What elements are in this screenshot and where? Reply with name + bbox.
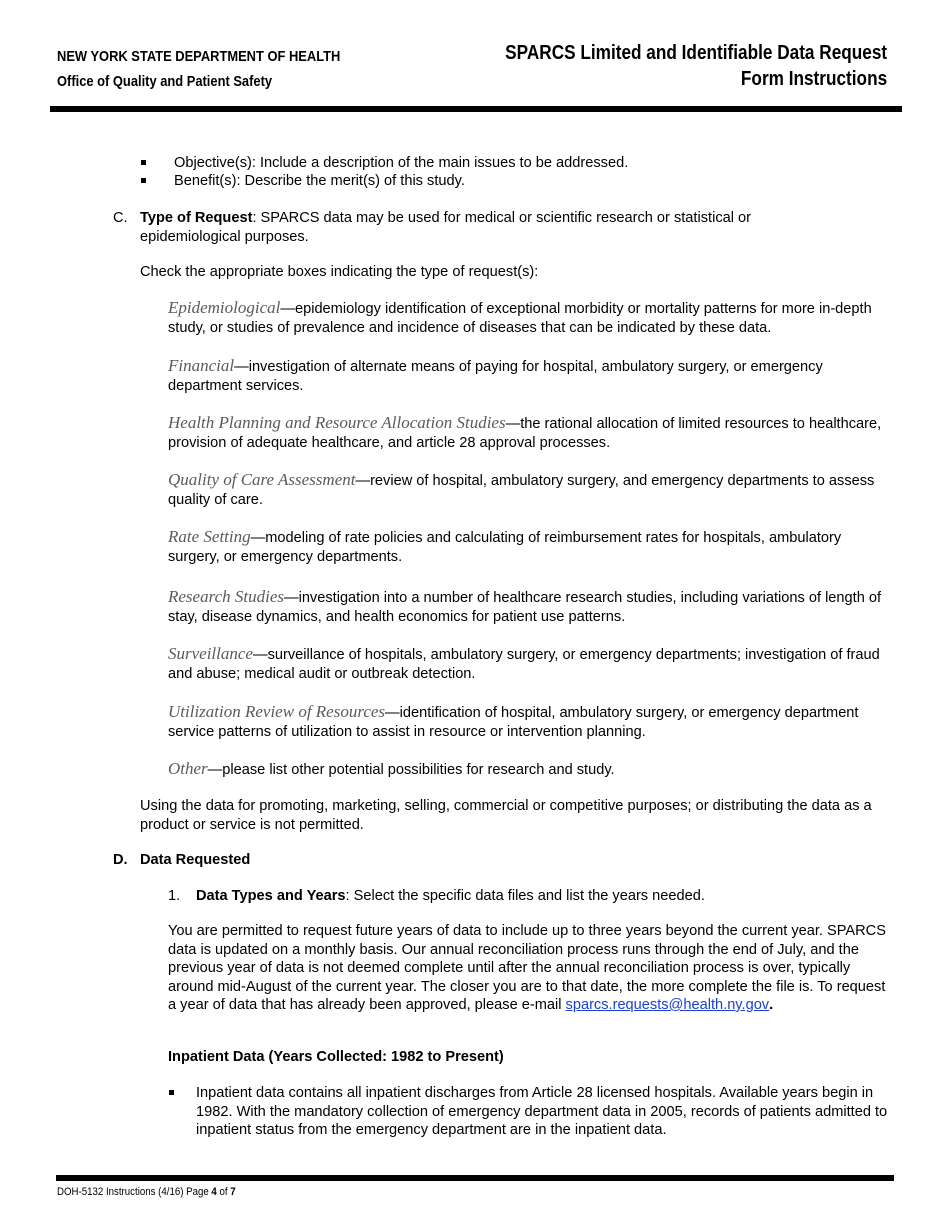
- type-desc: —surveillance of hospitals, ambulatory surgery, or emergency departments; investigation of fraud and abuse; medical audit or outbreak detection.: [168, 647, 880, 682]
- type-term: Quality of Care Assessment: [168, 470, 356, 489]
- type-financial: [168, 357, 893, 395]
- footer-of: of: [216, 1186, 231, 1198]
- type-desc: —epidemiology identification of exceptional morbidity or mortality patterns for more in-depth study, or studies of prevalence and incidence of diseases that can be indicated by these data.: [168, 301, 872, 336]
- type-desc: —please list other potential possibilities for research and study.: [207, 762, 615, 778]
- footer-page-number: 4: [211, 1186, 217, 1198]
- type-desc: —review of hospital, ambulatory surgery, and emergency departments to assess quality of care.: [168, 473, 875, 508]
- section-c-intro-text: : SPARCS data may be used for medical or scientific research or statistical or epidemiological purposes.: [140, 210, 751, 245]
- section-d-title: Data Requested: [140, 852, 251, 868]
- bullet-marker: [141, 160, 146, 165]
- paragraph-text: You are permitted to request future years of data to include up to three years beyond the current year. SPARCS data is updated on a monthly basis. Our annual reconciliation process runs through the end of July, and the previous year of data is not deemed complete until after the annual reconciliation process is over, typically around mid-August of the current year. The closer you are to that date, the more complete the file is. To request a year of data that has already been approved, please e-mail: [168, 923, 886, 1013]
- type-term: Financial: [168, 356, 235, 375]
- type-desc: —identification of hospital, ambulatory surgery, or emergency department service patterns of utilization to assist in resource or intervention planning.: [168, 705, 859, 740]
- footer-page-info: [57, 1186, 236, 1198]
- type-desc: —modeling of rate policies and calculating of reimbursement rates for hospitals, ambulatory surgery, or emergency departments.: [168, 530, 842, 565]
- footer-rule: [56, 1175, 894, 1181]
- type-health-planning: [168, 414, 893, 452]
- item-number: 1.: [168, 888, 181, 904]
- type-term: Epidemiological: [168, 298, 281, 317]
- type-epidemiological: [168, 299, 893, 337]
- org-office: Office of Quality and Patient Safety: [57, 73, 273, 90]
- bullet-objectives: Objective(s): Include a description of the main issues to be addressed.: [174, 155, 629, 171]
- type-surveillance: [168, 645, 893, 683]
- type-quality-of-care: [168, 471, 893, 509]
- section-d-letter: D.: [113, 852, 128, 868]
- type-term: Health Planning and Resource Allocation Studies: [168, 413, 506, 432]
- inpatient-heading: Inpatient Data (Years Collected: 1982 to Present): [168, 1049, 504, 1065]
- type-utilization-review: [168, 703, 893, 741]
- footer-page-total: 7: [230, 1186, 236, 1198]
- type-term: Rate Setting: [168, 527, 251, 546]
- header-org: [57, 44, 340, 94]
- form-title: SPARCS Limited and Identifiable Data Request: [505, 42, 887, 64]
- bullet-marker: [141, 178, 146, 183]
- bullet-marker: [169, 1090, 174, 1095]
- item-text: : Select the specific data files and list the years needed.: [345, 888, 705, 904]
- section-c-intro: [140, 209, 800, 246]
- type-desc: —the rational allocation of limited resources to healthcare, provision of adequate healthcare, and article 28 approval processes.: [168, 416, 882, 451]
- org-name: NEW YORK STATE DEPARTMENT OF HEALTH: [57, 48, 341, 65]
- form-subtitle: Form Instructions: [740, 68, 887, 90]
- item-data-types: [196, 887, 705, 906]
- type-desc: —investigation into a number of healthcare research studies, including variations of length of stay, disease dynamics, and health economics for patient use patterns.: [168, 590, 882, 625]
- type-rate-setting: [168, 528, 893, 566]
- email-link[interactable]: sparcs.requests@health.ny.gov: [565, 997, 770, 1013]
- type-research-studies: [168, 588, 893, 626]
- paragraph-end: .: [769, 997, 774, 1013]
- header-rule: [50, 106, 902, 112]
- section-c-letter: C.: [113, 210, 128, 226]
- bullet-benefits: Benefit(s): Describe the merit(s) of this study.: [174, 173, 465, 189]
- usage-restriction-note: Using the data for promoting, marketing, selling, commercial or competitive purposes; or distributing the data as a product or service is not permitted.: [140, 798, 872, 833]
- type-other: [168, 760, 893, 780]
- type-desc: —investigation of alternate means of paying for hospital, ambulatory surgery, or emergency department services.: [168, 359, 823, 394]
- inpatient-bullet: Inpatient data contains all inpatient discharges from Article 28 licensed hospitals. Available years begin in 1982. With the mandatory collection of emergency department data in 2005, records of patients admitted to inpatient status from the emergency department are in the inpatient data.: [196, 1085, 888, 1138]
- check-instructions: Check the appropriate boxes indicating the type of request(s):: [140, 264, 539, 280]
- type-term: Other: [168, 759, 208, 778]
- footer-prefix: DOH-5132 Instructions (4/16) Page: [57, 1186, 212, 1198]
- header-title: [505, 40, 887, 92]
- type-term: Surveillance: [168, 644, 253, 663]
- type-term: Utilization Review of Resources: [168, 702, 386, 721]
- item-title: Data Types and Years: [196, 888, 346, 904]
- type-term: Research Studies: [168, 587, 284, 606]
- future-years-paragraph: [168, 922, 893, 1015]
- section-c-title: Type of Request: [140, 210, 253, 226]
